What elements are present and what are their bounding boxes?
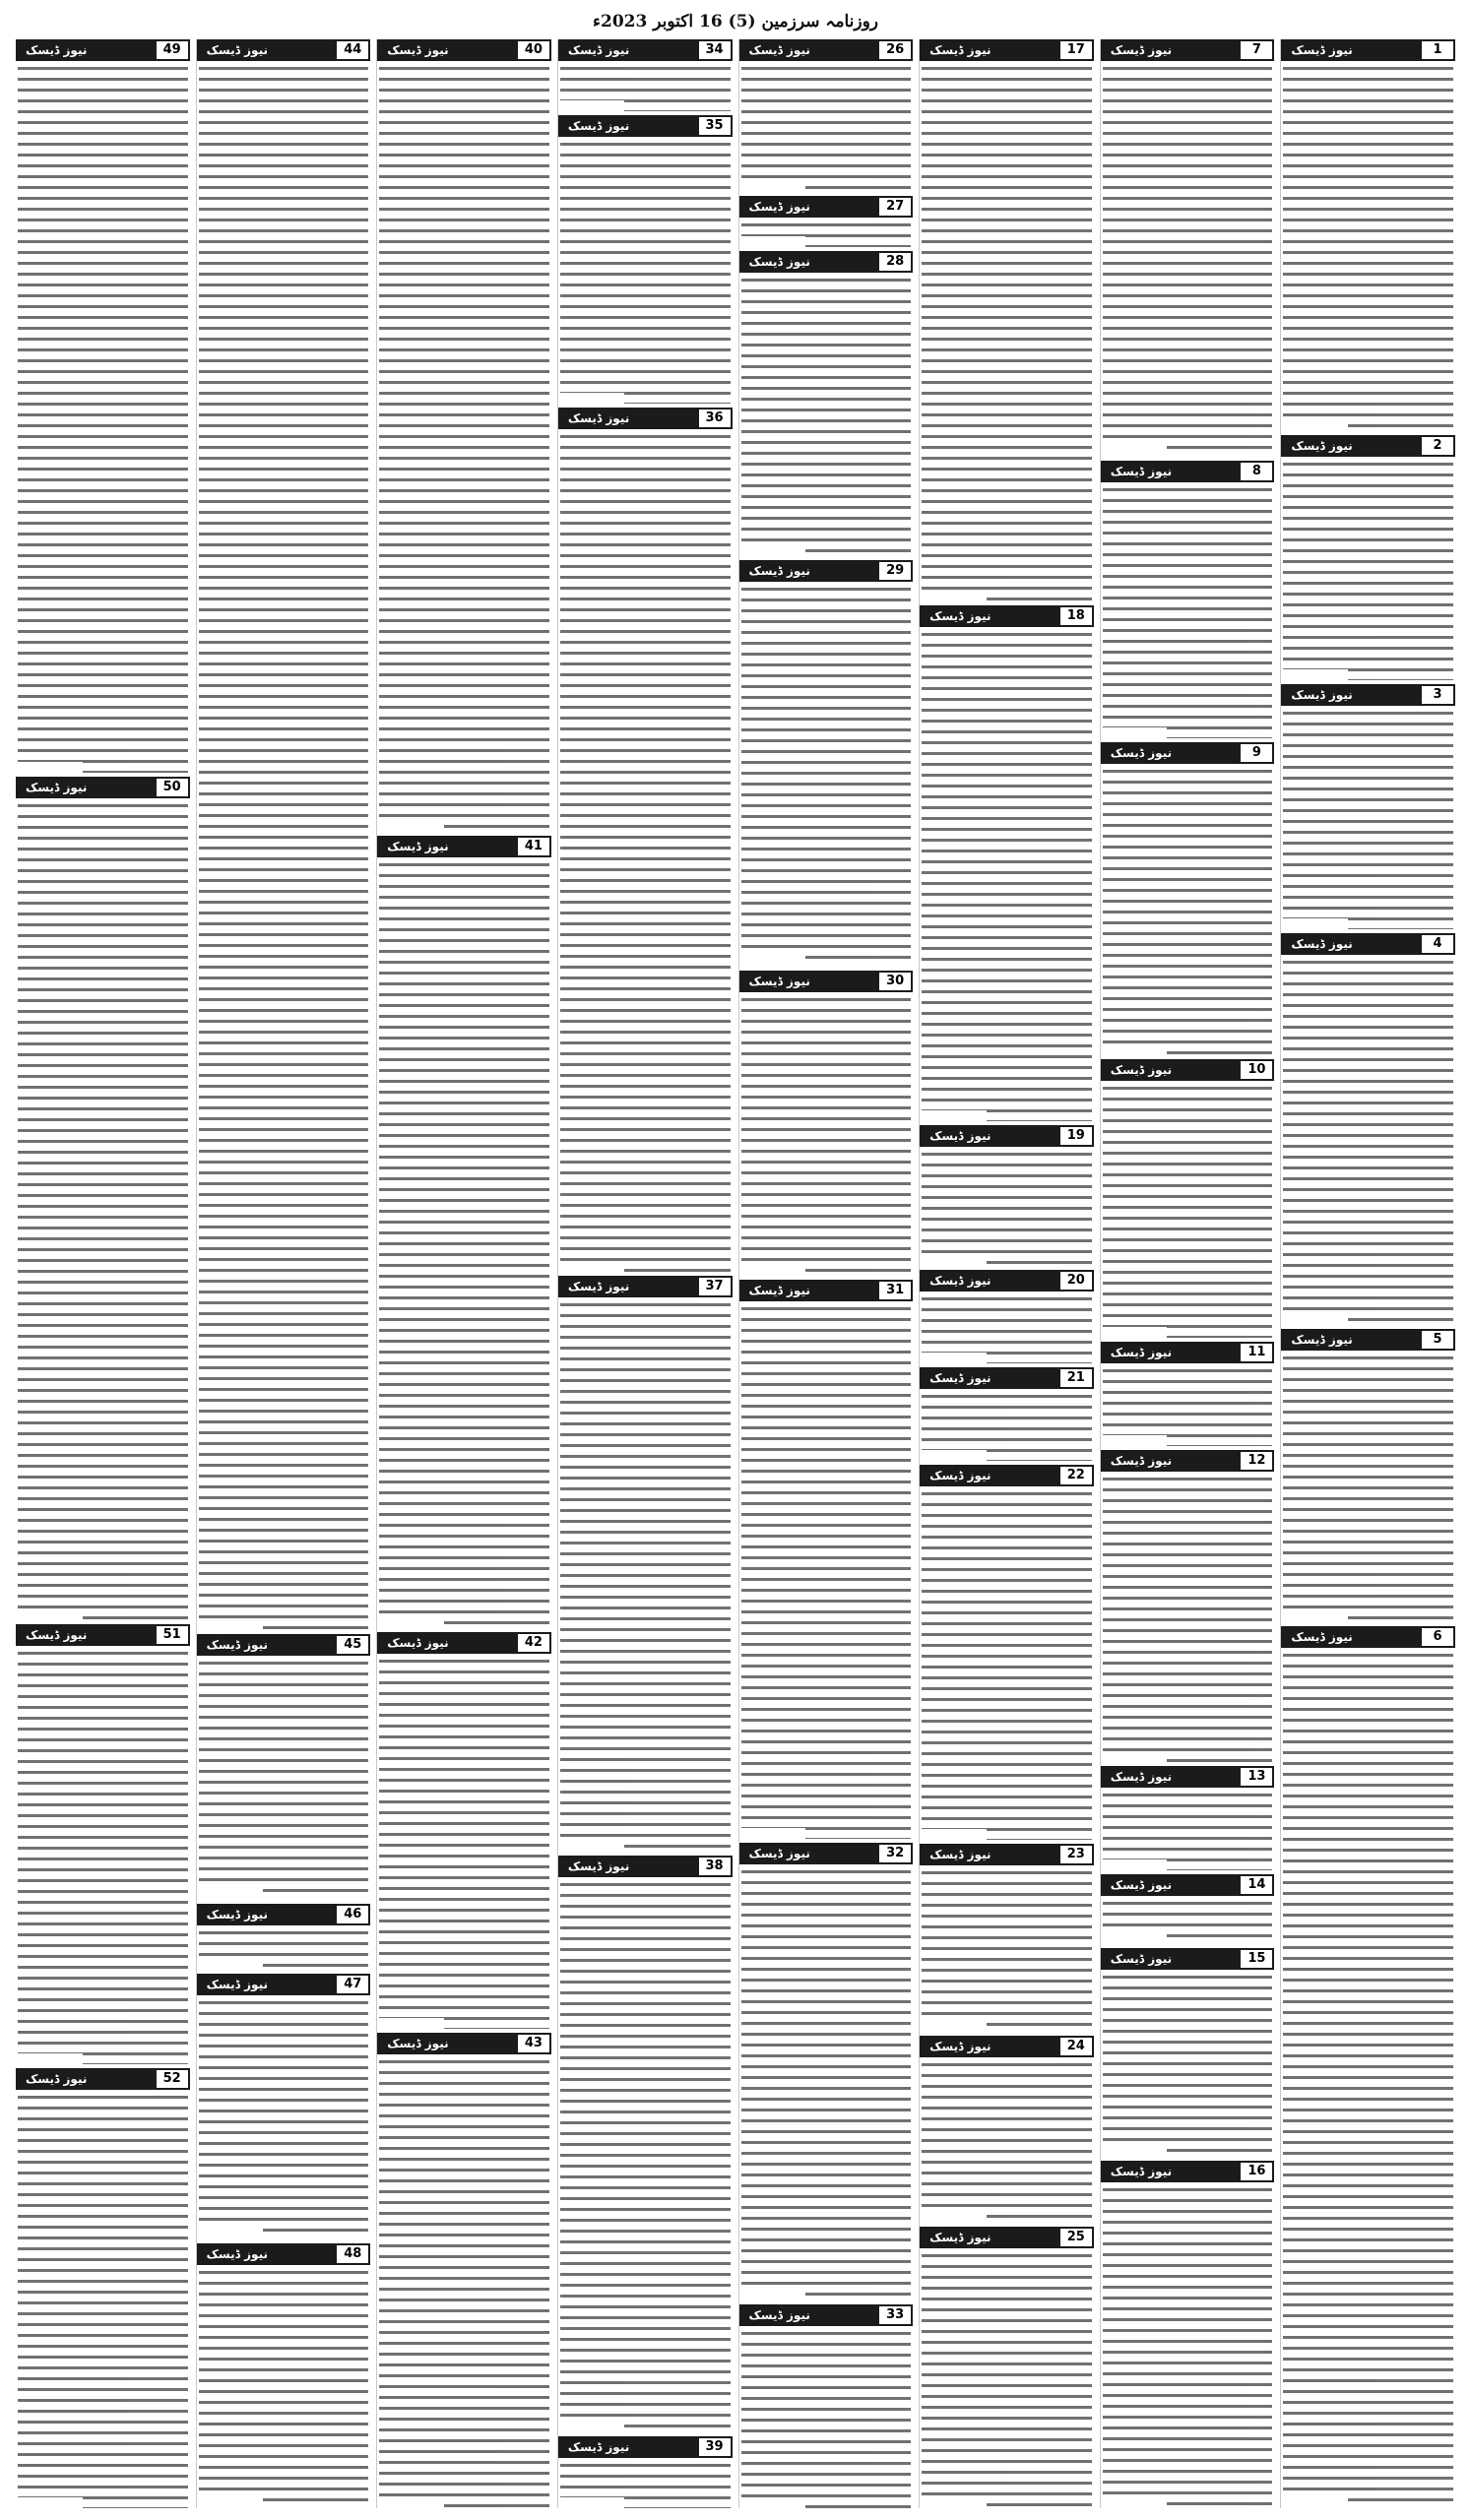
news-item-body-text bbox=[18, 2093, 188, 2508]
page-masthead: روزنامہ سرزمین (5) 16 اکتوبر 2023ء bbox=[593, 12, 878, 32]
news-item-body-text bbox=[741, 995, 912, 1276]
news-item-label: نیوز ڈیسک bbox=[387, 43, 449, 57]
news-item-number: 6 bbox=[1422, 1628, 1453, 1646]
news-item-label: نیوز ڈیسک bbox=[929, 1274, 991, 1288]
news-item-label: نیوز ڈیسک bbox=[206, 2246, 268, 2261]
news-item bbox=[739, 560, 914, 967]
news-item-number: 37 bbox=[699, 1278, 731, 1295]
news-item bbox=[16, 777, 190, 1620]
news-item-body-text bbox=[18, 64, 188, 773]
news-item-body-text bbox=[1283, 958, 1453, 1325]
news-item-number: 30 bbox=[879, 973, 911, 990]
news-item-number: 27 bbox=[879, 198, 911, 216]
news-item-number: 16 bbox=[1241, 2163, 1272, 2180]
news-item-label: نیوز ڈیسک bbox=[929, 2231, 991, 2245]
news-item-header bbox=[1101, 1766, 1275, 1788]
news-item-header bbox=[739, 39, 914, 61]
news-item-number: 14 bbox=[1241, 1876, 1272, 1894]
news-item-number: 35 bbox=[699, 117, 731, 135]
news-item-label: نیوز ڈیسک bbox=[929, 1469, 991, 1483]
news-columns bbox=[16, 39, 1455, 2508]
news-item-header bbox=[1101, 1059, 1275, 1081]
news-item bbox=[739, 971, 914, 1276]
news-item-label: نیوز ڈیسک bbox=[567, 1859, 630, 1874]
news-item-number: 7 bbox=[1241, 41, 1272, 59]
news-item-body-text bbox=[1103, 485, 1273, 739]
news-item-label: نیوز ڈیسک bbox=[748, 1847, 810, 1861]
news-item bbox=[739, 196, 914, 247]
news-item bbox=[377, 2033, 551, 2508]
news-item-body-text bbox=[741, 64, 912, 192]
news-item-label: نیوز ڈیسک bbox=[1110, 43, 1173, 57]
news-item-header bbox=[1101, 39, 1275, 61]
news-item-body-text bbox=[199, 1998, 369, 2238]
news-item-label: نیوز ڈیسک bbox=[26, 2071, 88, 2086]
news-item-header bbox=[1101, 2161, 1275, 2182]
news-item bbox=[1281, 1329, 1455, 1623]
news-item bbox=[197, 1904, 371, 1970]
news-item bbox=[377, 836, 551, 1628]
news-item-label: نیوز ڈیسک bbox=[26, 43, 88, 57]
news-item bbox=[1101, 1059, 1275, 1338]
news-item-header bbox=[920, 2227, 1094, 2248]
news-item-number: 3 bbox=[1422, 686, 1453, 704]
news-item-header bbox=[197, 2243, 371, 2265]
news-item-header bbox=[739, 1280, 914, 1301]
news-item-body-text bbox=[922, 2060, 1092, 2223]
news-item-header bbox=[197, 1634, 371, 1656]
news-item-number: 5 bbox=[1422, 1331, 1453, 1349]
news-item-number: 44 bbox=[337, 41, 368, 59]
news-item-number: 15 bbox=[1241, 1950, 1272, 1968]
news-item-number: 41 bbox=[518, 838, 549, 855]
news-item-body-text bbox=[741, 220, 912, 247]
news-item-number: 32 bbox=[879, 1845, 911, 1862]
news-item bbox=[377, 39, 551, 832]
news-item-label: نیوز ڈیسک bbox=[1291, 43, 1353, 57]
news-item bbox=[1281, 435, 1455, 680]
news-item-label: نیوز ڈیسک bbox=[206, 1638, 268, 1653]
news-item-header bbox=[16, 2068, 190, 2090]
news-item-header bbox=[739, 971, 914, 992]
news-item-header bbox=[16, 39, 190, 61]
news-item-label: نیوز ڈیسک bbox=[567, 2439, 630, 2454]
news-item-number: 52 bbox=[157, 2070, 188, 2088]
news-item-label: نیوز ڈیسک bbox=[26, 781, 88, 795]
news-item bbox=[16, 1624, 190, 2064]
news-item-header bbox=[377, 836, 551, 857]
news-item-label: نیوز ڈیسک bbox=[929, 2039, 991, 2053]
news-item-body-text bbox=[560, 64, 731, 111]
news-item-body-text bbox=[379, 64, 549, 832]
news-item-header bbox=[558, 115, 733, 137]
news-item-number: 24 bbox=[1060, 2038, 1092, 2055]
news-item-number: 43 bbox=[518, 2035, 549, 2052]
news-item bbox=[558, 2436, 733, 2508]
news-item-number: 31 bbox=[879, 1282, 911, 1299]
news-item-body-text bbox=[922, 1294, 1092, 1363]
news-item-header bbox=[1281, 1626, 1455, 1648]
news-item-body-text bbox=[560, 1880, 731, 2431]
news-item-label: نیوز ڈیسک bbox=[206, 1907, 268, 1922]
news-item-label: نیوز ڈیسک bbox=[929, 609, 991, 624]
news-item bbox=[739, 2304, 914, 2508]
news-item bbox=[1281, 684, 1455, 929]
news-item-body-text bbox=[922, 2251, 1092, 2508]
news-item-body-text bbox=[199, 2268, 369, 2508]
news-item-number: 50 bbox=[157, 779, 188, 796]
news-item bbox=[558, 1856, 733, 2431]
news-item bbox=[197, 39, 371, 1630]
news-item-label: نیوز ڈیسک bbox=[567, 119, 630, 134]
news-column bbox=[1100, 39, 1275, 2508]
news-item bbox=[739, 39, 914, 192]
news-item-header bbox=[377, 2033, 551, 2054]
news-item-body-text bbox=[1283, 709, 1453, 929]
news-item-header bbox=[920, 1465, 1094, 1486]
news-item-body-text bbox=[922, 1868, 1092, 2031]
news-item-header bbox=[920, 1270, 1094, 1292]
news-item-header bbox=[1101, 742, 1275, 764]
news-item-body-text bbox=[379, 2057, 549, 2508]
news-item-label: نیوز ڈیسک bbox=[748, 2308, 810, 2323]
news-item-label: نیوز ڈیسک bbox=[1291, 687, 1353, 702]
news-item-number: 29 bbox=[879, 562, 911, 580]
news-item-header bbox=[1101, 1450, 1275, 1472]
news-item-body-text bbox=[1283, 460, 1453, 680]
news-item bbox=[558, 408, 733, 1272]
news-item-header bbox=[558, 39, 733, 61]
news-item-number: 21 bbox=[1060, 1369, 1092, 1387]
news-column bbox=[738, 39, 914, 2508]
news-item-header bbox=[1281, 933, 1455, 955]
news-item-label: نیوز ڈیسک bbox=[929, 1848, 991, 1862]
news-item-header bbox=[1281, 435, 1455, 457]
news-item-number: 4 bbox=[1422, 935, 1453, 953]
news-item-header bbox=[1281, 39, 1455, 61]
news-item-header bbox=[1281, 684, 1455, 706]
news-item bbox=[558, 39, 733, 111]
news-item-number: 2 bbox=[1422, 437, 1453, 455]
news-item-header bbox=[16, 1624, 190, 1646]
news-item-number: 10 bbox=[1241, 1061, 1272, 1079]
news-item-body-text bbox=[1103, 1791, 1273, 1870]
news-item-header bbox=[739, 560, 914, 582]
news-item-label: نیوز ڈیسک bbox=[206, 1978, 268, 1992]
news-item-number: 22 bbox=[1060, 1467, 1092, 1484]
news-item-label: نیوز ڈیسک bbox=[748, 254, 810, 269]
news-item-header bbox=[16, 777, 190, 798]
news-item-header bbox=[558, 2436, 733, 2458]
news-item-body-text bbox=[741, 1304, 912, 1839]
news-item bbox=[377, 1632, 551, 2029]
news-item-number: 33 bbox=[879, 2306, 911, 2324]
news-item bbox=[920, 1270, 1094, 1363]
news-column bbox=[919, 39, 1094, 2508]
news-item-header bbox=[1101, 1342, 1275, 1363]
news-item-label: نیوز ڈیسک bbox=[748, 1284, 810, 1297]
news-item-number: 9 bbox=[1241, 744, 1272, 762]
news-item-header bbox=[1101, 1948, 1275, 1970]
news-item bbox=[1101, 461, 1275, 739]
news-item bbox=[920, 2227, 1094, 2508]
news-item-header bbox=[739, 2304, 914, 2326]
news-item-body-text bbox=[922, 1489, 1092, 1840]
news-item-label: نیوز ڈیسک bbox=[1291, 439, 1353, 454]
news-item-body-text bbox=[560, 432, 731, 1272]
news-item-header bbox=[920, 39, 1094, 61]
news-item-label: نیوز ڈیسک bbox=[567, 410, 630, 425]
news-item-number: 23 bbox=[1060, 1846, 1092, 1863]
news-item-number: 17 bbox=[1060, 41, 1092, 59]
news-item bbox=[920, 605, 1094, 1121]
news-item-body-text bbox=[922, 630, 1092, 1121]
news-item-body-text bbox=[741, 276, 912, 556]
news-item-label: نیوز ڈیسک bbox=[387, 1636, 449, 1651]
news-item-label: نیوز ڈیسک bbox=[567, 1280, 630, 1293]
news-column bbox=[1280, 39, 1455, 2508]
news-item bbox=[920, 1465, 1094, 1840]
news-item-body-text bbox=[1103, 1084, 1273, 1338]
news-item-label: نیوز ڈیسک bbox=[387, 2036, 449, 2050]
news-item bbox=[1101, 742, 1275, 1055]
news-item-header bbox=[1101, 461, 1275, 482]
news-item-label: نیوز ڈیسک bbox=[387, 840, 449, 854]
news-item-header bbox=[377, 1632, 551, 1654]
news-item-header bbox=[739, 196, 914, 218]
news-item-header bbox=[739, 251, 914, 273]
news-item-header bbox=[920, 1844, 1094, 1865]
news-item-number: 26 bbox=[879, 41, 911, 59]
news-item-body-text bbox=[18, 1649, 188, 2064]
news-item-body-text bbox=[741, 585, 912, 967]
news-item-header bbox=[197, 1974, 371, 1995]
news-item-label: نیوز ڈیسک bbox=[1110, 746, 1173, 761]
news-item-header bbox=[920, 605, 1094, 627]
news-item-header bbox=[920, 2036, 1094, 2057]
news-item-body-text bbox=[379, 1657, 549, 2029]
news-item-header bbox=[920, 1125, 1094, 1147]
news-item-label: نیوز ڈیسک bbox=[567, 43, 630, 57]
news-item-body-text bbox=[1103, 1475, 1273, 1763]
news-item-label: نیوز ڈیسک bbox=[1291, 1332, 1353, 1347]
news-item-number: 40 bbox=[518, 41, 549, 59]
news-item-label: نیوز ڈیسک bbox=[929, 43, 991, 57]
news-item-number: 42 bbox=[518, 1634, 549, 1652]
news-item-body-text bbox=[199, 64, 369, 1630]
news-item bbox=[558, 115, 733, 404]
news-item-label: نیوز ڈیسک bbox=[1110, 1770, 1173, 1785]
news-item bbox=[1101, 39, 1275, 457]
news-item-header bbox=[197, 39, 371, 61]
news-item bbox=[558, 1276, 733, 1852]
news-item-label: نیوز ڈیسک bbox=[1110, 2164, 1173, 2178]
news-item-label: نیوز ڈیسک bbox=[1110, 1951, 1173, 1966]
news-item bbox=[920, 1844, 1094, 2031]
news-column bbox=[16, 39, 190, 2508]
news-item bbox=[197, 1974, 371, 2238]
news-item-number: 11 bbox=[1241, 1344, 1272, 1361]
news-item-body-text bbox=[560, 140, 731, 404]
news-item-header bbox=[558, 408, 733, 429]
news-item bbox=[739, 251, 914, 556]
news-item bbox=[920, 39, 1094, 601]
news-item-header bbox=[558, 1856, 733, 1877]
news-item-number: 19 bbox=[1060, 1127, 1092, 1145]
news-item-number: 46 bbox=[337, 1906, 368, 1923]
news-item-number: 49 bbox=[157, 41, 188, 59]
news-item bbox=[739, 1843, 914, 2300]
news-item bbox=[16, 39, 190, 773]
news-item-body-text bbox=[1283, 1651, 1453, 2508]
news-item-body-text bbox=[1283, 1354, 1453, 1623]
news-item-number: 1 bbox=[1422, 41, 1453, 59]
news-column bbox=[557, 39, 733, 2508]
news-item bbox=[197, 2243, 371, 2508]
news-item-header bbox=[1101, 1874, 1275, 1896]
news-item-header bbox=[1281, 1329, 1455, 1351]
news-item-body-text bbox=[922, 64, 1092, 601]
news-item-number: 36 bbox=[699, 410, 731, 427]
news-item bbox=[1101, 1766, 1275, 1870]
news-item bbox=[1281, 39, 1455, 431]
news-item bbox=[1101, 1874, 1275, 1944]
news-item-label: نیوز ڈیسک bbox=[1110, 1063, 1173, 1078]
news-item-number: 34 bbox=[699, 41, 731, 59]
news-item-body-text bbox=[741, 1867, 912, 2300]
news-item-body-text bbox=[199, 1659, 369, 1899]
news-item bbox=[16, 2068, 190, 2508]
news-item-header bbox=[558, 1276, 733, 1297]
news-item-number: 18 bbox=[1060, 607, 1092, 625]
news-item-number: 12 bbox=[1241, 1452, 1272, 1470]
news-item-label: نیوز ڈیسک bbox=[748, 975, 810, 988]
news-item-body-text bbox=[379, 860, 549, 1628]
news-item bbox=[197, 1634, 371, 1899]
news-item-body-text bbox=[1103, 1899, 1273, 1944]
news-item-header bbox=[377, 39, 551, 61]
news-item-label: نیوز ڈیسک bbox=[1110, 1453, 1173, 1468]
news-item-body-text bbox=[560, 1300, 731, 1852]
news-item-body-text bbox=[922, 1150, 1092, 1266]
news-item-number: 25 bbox=[1060, 2229, 1092, 2246]
news-column bbox=[376, 39, 551, 2508]
news-item-label: نیوز ڈیسک bbox=[1110, 464, 1173, 478]
news-item-body-text bbox=[1103, 2185, 1273, 2508]
news-item bbox=[1101, 1450, 1275, 1763]
news-item-label: نیوز ڈیسک bbox=[748, 43, 810, 57]
news-item-body-text bbox=[1103, 64, 1273, 457]
news-item-label: نیوز ڈیسک bbox=[748, 200, 810, 214]
news-item-body-text bbox=[1103, 767, 1273, 1055]
news-item-label: نیوز ڈیسک bbox=[1291, 936, 1353, 951]
news-item-header bbox=[920, 1367, 1094, 1389]
news-item-number: 20 bbox=[1060, 1272, 1092, 1290]
news-item-body-text bbox=[1283, 64, 1453, 431]
news-item-number: 47 bbox=[337, 1976, 368, 1993]
news-item-header bbox=[197, 1904, 371, 1925]
news-item-label: نیوز ڈیسک bbox=[1291, 1630, 1353, 1645]
news-column bbox=[196, 39, 371, 2508]
news-item-label: نیوز ڈیسک bbox=[206, 43, 268, 57]
news-item-body-text bbox=[1103, 1366, 1273, 1446]
news-item-number: 48 bbox=[337, 2245, 368, 2263]
news-item-label: نیوز ڈیسک bbox=[748, 563, 810, 578]
news-item bbox=[739, 1280, 914, 1839]
news-item-label: نیوز ڈیسک bbox=[929, 1129, 991, 1144]
news-item bbox=[920, 2036, 1094, 2223]
news-item-number: 51 bbox=[157, 1626, 188, 1644]
news-item bbox=[1101, 1342, 1275, 1446]
news-item bbox=[1281, 933, 1455, 1325]
news-item-label: نیوز ڈیسک bbox=[1110, 1345, 1173, 1359]
news-item bbox=[1101, 2161, 1275, 2508]
news-item-body-text bbox=[922, 1392, 1092, 1461]
news-item-body-text bbox=[18, 801, 188, 1620]
news-item-label: نیوز ڈیسک bbox=[1110, 1878, 1173, 1893]
news-item bbox=[920, 1125, 1094, 1266]
news-item-body-text bbox=[199, 1928, 369, 1970]
news-item bbox=[920, 1367, 1094, 1461]
news-item-number: 39 bbox=[699, 2438, 731, 2456]
news-item-label: نیوز ڈیسک bbox=[26, 1627, 88, 1642]
news-item-header bbox=[739, 1843, 914, 1864]
news-item bbox=[1101, 1948, 1275, 2157]
news-item-body-text bbox=[560, 2461, 731, 2508]
news-item bbox=[1281, 1626, 1455, 2508]
news-item-number: 8 bbox=[1241, 463, 1272, 480]
news-item-label: نیوز ڈیسک bbox=[929, 1371, 991, 1386]
news-item-number: 45 bbox=[337, 1636, 368, 1654]
news-item-number: 13 bbox=[1241, 1768, 1272, 1786]
news-item-body-text bbox=[1103, 1973, 1273, 2157]
news-item-number: 28 bbox=[879, 253, 911, 271]
news-item-body-text bbox=[741, 2329, 912, 2508]
news-item-number: 38 bbox=[699, 1858, 731, 1875]
